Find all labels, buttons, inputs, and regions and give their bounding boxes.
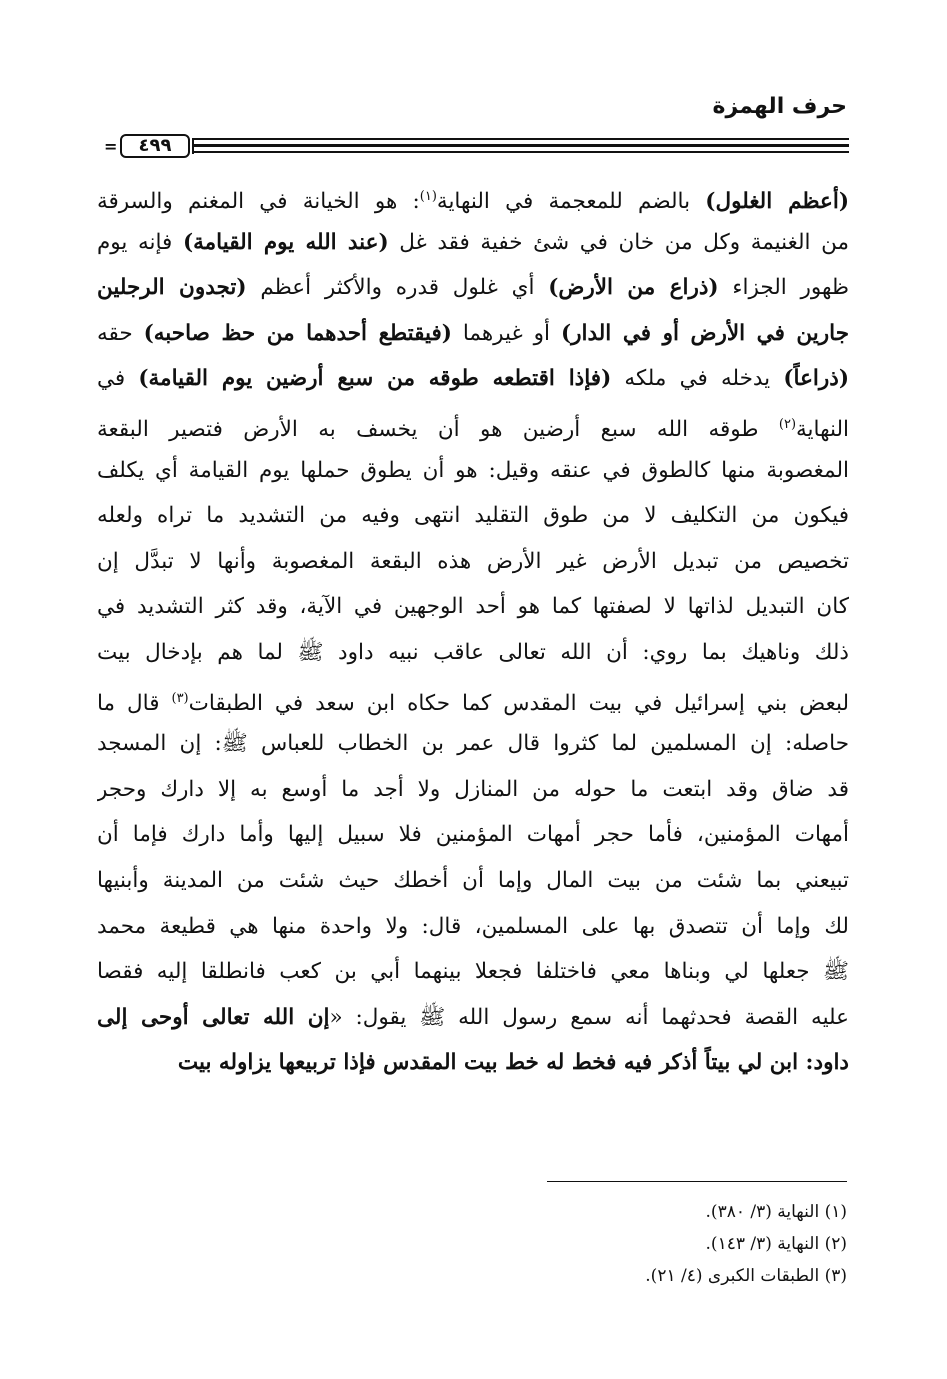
text-segment: أي غلول قدره والأكثر أعظم — [246, 275, 549, 301]
text-segment: فإنه يوم — [97, 229, 183, 255]
text-segment: (تجدون الرجلين — [97, 275, 247, 301]
text-segment: حقه — [97, 320, 144, 346]
text-segment: (أعظم الغلول) — [705, 189, 849, 215]
text-segment: يدخله في ملكه — [611, 366, 784, 392]
text-segment: طوقه الله سبع أرضين هو أن يخسف به الأرض فتصير البقعة — [97, 417, 779, 443]
text-line — [97, 356, 849, 402]
text-segment: أو غيرهما — [451, 320, 561, 346]
text-segment: تخصيص من تبديل الأرض غير الأرض هذه البقعة المغصوبة وأنها لا تبدَّل إن — [97, 548, 849, 574]
page-number: ٤٩٩ — [120, 134, 190, 158]
text-segment: في — [97, 366, 139, 392]
text-segment: جارين في الأرض أو في الدار) — [560, 320, 849, 346]
footnote-ref: (٢) — [778, 416, 797, 432]
text-segment: تبيعني بما شئت من بيت المال وإما أن أخطك حيث شئت من المدينة وأبنيها — [97, 867, 849, 893]
text-segment: لك وإما أن تتصدق بها على المسلمين، قال: ولا واحدة منها هي قطيعة محمد — [97, 913, 849, 939]
text-line — [97, 676, 849, 722]
text-line — [97, 584, 849, 630]
text-line — [97, 493, 849, 539]
footnote-separator — [547, 1181, 847, 1182]
text-segment: إن الله تعالى أوحى إلى — [97, 1004, 330, 1030]
text-segment: حاصله: إن المسلمين لما كثروا قال عمر بن الخطاب للعباس ﷺ: إن المسجد — [97, 731, 849, 757]
text-line — [97, 904, 849, 950]
running-title: حرف الهمزة — [712, 94, 847, 119]
rule-line — [192, 144, 849, 147]
text-line — [97, 721, 849, 767]
footnote-ref: (١) — [419, 189, 437, 204]
text-segment: : هو الخيانة في المغنم والسرقة — [97, 189, 420, 215]
text-line — [97, 448, 849, 494]
text-segment: المغصوبة منها كالطوق في عنقه وقيل: هو أن يطوق حملها يوم القيامة أي يكلف — [97, 457, 849, 483]
header-mark: = — [104, 137, 118, 156]
rule-line — [192, 151, 849, 153]
text-line — [97, 402, 849, 448]
text-segment: (عند الله يوم القيامة) — [182, 229, 389, 255]
rule-line — [192, 138, 849, 140]
text-line — [97, 174, 849, 220]
text-segment: (فإذا اقتطعه طوقه من سبع أرضين يوم القيامة) — [138, 366, 612, 392]
footnote-ref: (٣) — [171, 690, 189, 706]
text-segment: ذلك وناهيك بما روي: أن الله تعالى عاقب نبيه داود ﷺ لما هم بإدخال بيت — [97, 639, 849, 665]
text-segment: قال ما — [97, 690, 172, 716]
header-rule — [104, 134, 849, 160]
text-line — [97, 1040, 849, 1086]
text-segment: من الغنيمة وكل من خان في شئ خفية فقد غل — [388, 229, 849, 255]
text-line — [97, 949, 849, 995]
text-segment: ظهور الجزاء — [718, 275, 849, 301]
text-line — [97, 539, 849, 585]
text-line — [97, 265, 849, 311]
text-segment: ﷺ جعلها لي وبناها معي فاختلفا فجعلا بينهما أبي بن كعب فانطلقا إليه فقصا — [97, 959, 849, 985]
text-line — [97, 220, 849, 266]
text-segment: قد ضاق وقد ابتعت ما حوله من المنازل ولا أجد ما أوسع به إلا دارك وحجر — [97, 776, 849, 802]
text-segment: داود: ابن لي بيتاً أذكر فيه فخط له خط بيت المقدس فإذا تربيعها يزاوله بيت — [177, 1050, 849, 1076]
text-line — [97, 630, 849, 676]
body-text — [97, 174, 849, 1086]
text-line — [97, 812, 849, 858]
footnote-2: (٢) النهاية (٣/ ١٤٣). — [705, 1234, 847, 1254]
text-line — [97, 858, 849, 904]
footnotes — [247, 1196, 847, 1292]
text-segment: فيكون من التكليف لا من طوق التقليد انتهى وفيه من التشديد ما تراه ولعله — [97, 503, 849, 529]
footnote-3: (٣) الطبقات الكبرى (٤/ ٢١). — [645, 1266, 847, 1286]
text-segment: النهاية — [796, 417, 849, 443]
text-segment: عليه القصة فحدثهما أنه سمع رسول الله ﷺ يقول: « — [329, 1004, 849, 1030]
text-segment: (ذراع من الأرض) — [548, 275, 719, 301]
text-segment: أمهات المؤمنين، فأما حجر أمهات المؤمنين فلا سبيل إليها وأما دارك فإما أن — [97, 822, 849, 848]
text-segment: لبعض بني إسرائيل في بيت المقدس كما حكاه ابن سعد في الطبقات — [188, 690, 849, 716]
text-line — [97, 767, 849, 813]
footnote-1: (١) النهاية (٣/ ٣٨٠). — [705, 1202, 847, 1222]
text-line — [97, 995, 849, 1041]
text-segment: (ذراعاً) — [783, 366, 849, 392]
text-segment: بالضم للمعجمة في النهاية — [436, 189, 706, 215]
text-segment: كان التبديل لذاتها لا لصفتها كما هو أحد الوجهين في الآية، وقد كثر التشديد في — [97, 594, 849, 620]
text-line — [97, 311, 849, 357]
text-segment: (فيقتطع أحدهما من حظ صاحبه) — [143, 320, 452, 346]
